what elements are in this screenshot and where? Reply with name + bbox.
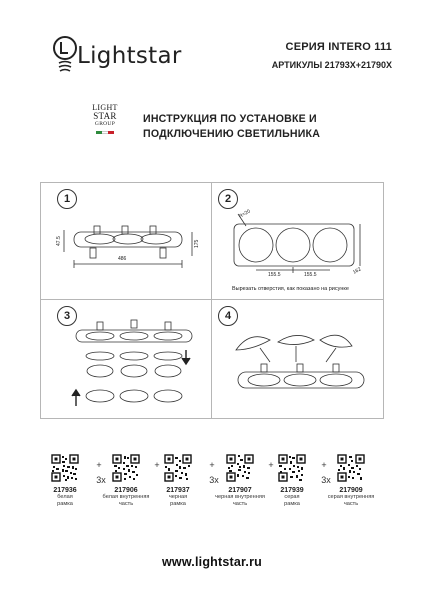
- lightstar-group-logo: [89, 104, 121, 148]
- product-desc-line-2: часть: [118, 500, 134, 507]
- steps-divider-horizontal: [40, 299, 383, 300]
- qr-code-icon: [278, 454, 306, 482]
- product-desc-line-1: черная внутренняя: [215, 494, 265, 500]
- italy-flag-icon: [96, 131, 114, 134]
- product-code: 217936: [53, 487, 77, 494]
- product-code: 217937: [166, 487, 190, 494]
- step-2-dim-a: 155.5: [268, 272, 281, 278]
- plus-sign: +: [321, 460, 327, 470]
- product-desc-line-1: черная: [168, 494, 188, 500]
- product-desc-line-1: серая: [284, 494, 300, 500]
- instructions-line-2: ПОДКЛЮЧЕНИЮ СВЕТИЛЬНИКА: [143, 128, 321, 140]
- product-desc-line-2: рамка: [57, 500, 73, 507]
- qr-code-icon: [112, 454, 140, 482]
- product-desc-line-2: часть: [232, 500, 248, 507]
- plus-sign: +: [209, 460, 215, 470]
- instructions-line-1: ИНСТРУКЦИЯ ПО УСТАНОВКЕ И: [143, 113, 317, 125]
- step-number-4: 4: [218, 306, 238, 326]
- qr-code-icon: [226, 454, 254, 482]
- articles-line: АРТИКУЛЫ 21793X+21790X: [271, 59, 392, 70]
- step-4-diagram: [230, 328, 380, 414]
- step-2-diagram: [226, 210, 376, 285]
- qr-code-icon: [337, 454, 365, 482]
- step-1-width-label: 486: [118, 256, 127, 262]
- product-desc-line-1: белая внутренняя: [102, 494, 150, 500]
- product-desc-line-1: серая внутренняя: [327, 494, 375, 500]
- plus-sign: +: [268, 460, 274, 470]
- step-2-side-label: 162: [352, 266, 363, 276]
- product-code: 217906: [114, 487, 138, 494]
- logo-line-star: STAR: [93, 111, 117, 121]
- logo-line-group: GROUP: [94, 121, 116, 127]
- product-217909: [326, 454, 376, 507]
- step-number-3: 3: [57, 306, 77, 326]
- product-code: 217907: [228, 487, 252, 494]
- product-desc-line-2: рамка: [284, 500, 300, 507]
- series-block: [272, 42, 392, 70]
- step-2-dim-b: 155.5: [304, 272, 317, 278]
- step-1-diagram: [52, 222, 202, 277]
- step-1-height-label: 47.5: [56, 236, 62, 246]
- product-desc-line-1: белая: [57, 494, 73, 500]
- step-2-caption: Вырезать отверстия, как показано на рисунке: [232, 286, 349, 292]
- product-code: 217909: [339, 487, 363, 494]
- times-sign: 3x: [96, 475, 106, 485]
- product-217906: [102, 454, 150, 507]
- steps-divider-vertical: [211, 182, 212, 418]
- product-217907: [214, 454, 266, 507]
- times-sign: 3x: [209, 475, 219, 485]
- product-217936: [47, 454, 83, 507]
- step-number-1: 1: [57, 189, 77, 209]
- step-2-corner-label: R=20: [238, 208, 252, 220]
- product-217937: [160, 454, 196, 507]
- plus-sign: +: [154, 460, 160, 470]
- plus-sign: +: [96, 460, 102, 470]
- qr-code-icon: [164, 454, 192, 482]
- series-title: СЕРИЯ INTERO 111: [285, 41, 392, 53]
- logo-line-light: LIGHT: [92, 103, 118, 112]
- instructions-title: [143, 112, 320, 142]
- step-3-diagram: [70, 316, 200, 414]
- times-sign: 3x: [321, 475, 331, 485]
- step-number-2: 2: [218, 189, 238, 209]
- product-desc-line-2: рамка: [170, 500, 186, 507]
- product-desc-line-2: часть: [343, 500, 359, 507]
- qr-code-icon: [51, 454, 79, 482]
- brand-name: Lightstar: [77, 43, 182, 69]
- products-row: [0, 450, 424, 530]
- lightstar-bulb-icon: [51, 33, 77, 77]
- brand-logo: [43, 33, 213, 79]
- product-code: 217939: [280, 487, 304, 494]
- footer-url[interactable]: www.lightstar.ru: [162, 555, 262, 569]
- step-1-side-label: 175: [194, 239, 200, 248]
- product-217939: [274, 454, 310, 507]
